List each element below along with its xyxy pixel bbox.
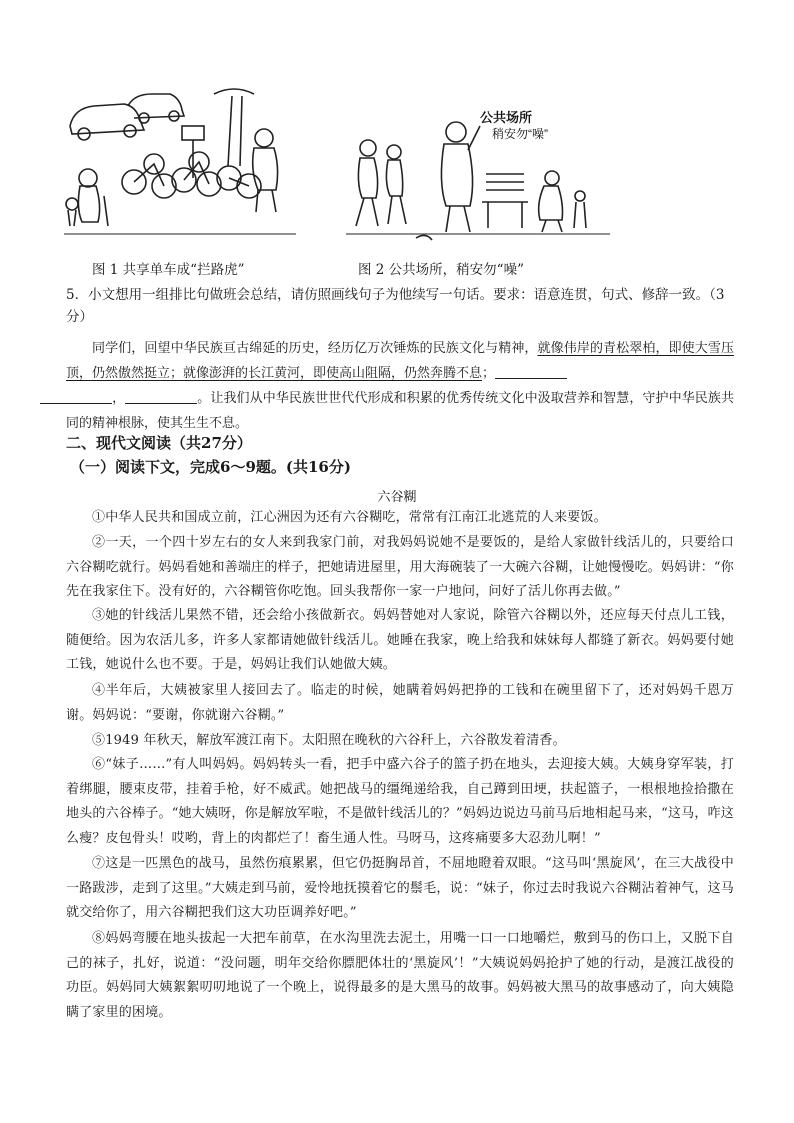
question-5-passage — [66, 336, 734, 436]
passage-comma: ， — [112, 391, 126, 406]
section-heading: 二、现代文阅读（共27分） — [66, 434, 252, 452]
paragraph-4: ④半年后，大姨被家里人接回去了。临走的时候，她瞒着妈妈把挣的工钱和在碗里留下了，还对妈妈千恩万谢。妈妈说：“要谢，你就谢六谷糊。” — [66, 683, 734, 723]
paragraph-3: ③她的针线活儿果然不错，还会给小孩做新衣。妈妈替她对人家说，除管六谷糊以外，还应每天付点儿工钱，随便给。因为农活儿多，许多人家都请她做针线活儿。她睡在我家，晚上给我和妹妹每人都缝了新衣。妈妈要付她工钱，她说什么也不要。于是，妈妈让我们认她做大姨。 — [66, 608, 734, 673]
sub-section-heading: （一）阅读下文，完成6～9题。(共16分) — [70, 458, 351, 476]
paragraph-2: ②一天，一个四十岁左右的女人来到我家门前，对我妈妈说她不是要饭的，是给人家做针线活儿的，只要给口六谷糊吃就行。妈妈看她和善端庄的样子，把她请进屋里，用大海碗装了一大碗六谷糊，让她慢慢吃。妈妈讲：“你先在我家住下。没有好的，六谷糊管你吃饱。回头我帮你一家一户地问，问好了活儿你再去做。” — [66, 535, 734, 600]
sign-line-2: 稍安勿“噪” — [492, 127, 548, 141]
figure-1-shared-bikes — [64, 86, 296, 244]
paragraph-5: ⑤1949 年秋天，解放军渡江南下。太阳照在晚秋的六谷秆上，六谷散发着清香。 — [92, 733, 566, 748]
answer-blank-1[interactable] — [495, 364, 567, 379]
question-5-prompt: 5．小文想用一组排比句做班会总结，请仿照画线句子为他续写一句话。要求：语意连贯，句式、修辞一致。（3分） — [66, 287, 725, 325]
paragraph-8: ⑧妈妈弯腰在地头拔起一大把车前草，在水沟里洗去泥土，用嘴一口一口地嚼烂，敷到马的伤口上，又脱下自己的袜子，扎好，说道：“没问题，明年交给你膘肥体壮的‘黑旋风’！”大姨说妈妈抢护了她的行动，是渡江战役的功臣。妈妈同大姨絮絮叨叨地说了一个晚上，说得最多的是大黑马的故事。妈妈被大黑马的故事感动了，向大姨隐瞒了家里的困境。 — [66, 931, 734, 1020]
underlined-model-sentence: 就像伟岸的青松翠柏，即使大雪压顶，仍然傲然挺立；就像澎湃的长江黄河，即使高山阻隔，仍然奔腾不息 — [66, 341, 734, 381]
paragraph-1: ①中华人民共和国成立前，江心洲因为还有六谷糊吃，常常有江南江北逃荒的人来要饭。 — [92, 510, 607, 525]
answer-blank-3[interactable] — [125, 389, 197, 404]
passage-tail: 。让我们从中华民族世世代代形成和积累的优秀传统文化中汲取营养和智慧，守护中华民族共同的精神根脉，使其生生不息。 — [66, 391, 734, 431]
public-place-illustration — [346, 86, 610, 244]
sign-line-1: 公共场所 — [480, 110, 533, 125]
figure-1-caption: 图 1 共享单车成“拦路虎” — [92, 262, 245, 278]
paragraph-7: ⑦这是一匹黑色的战马，虽然伤痕累累，但它仍挺胸昂首，不屈地瞪着双眼。“这马叫‘黑旋风’，在三大战役中一路跋涉，走到了这里。”大姨走到马前，爱怜地抚摸着它的鬃毛，说：“妹子，你过去时我说六谷糊沾着神气，这马就交给你了，用六谷糊把我们这大功臣调养好吧。” — [66, 856, 734, 921]
bike-blockade-illustration — [64, 86, 296, 244]
answer-blank-2[interactable] — [40, 389, 112, 404]
passage-lead: 同学们，回望中华民族亘古绵延的历史，经历亿万次锤炼的民族文化与精神， — [92, 341, 538, 356]
figure-2-caption: 图 2 公共场所，稍安勿“噪” — [358, 262, 524, 278]
question-5 — [66, 284, 734, 436]
paragraph-6: ⑥“妹子……”有人叫妈妈。妈妈转头一看，把手中盛六谷子的篮子扔在地头，去迎接大姨。大姨身穿军装，打着绑腿，腰束皮带，挂着手枪，好不威武。她把战马的缰绳递给我，自己蹲到田埂，扶起篮子，一根根地捡拾撒在地头的六谷棒子。“她大姨呀，你是解放军啦，不是做针线活儿的？”妈妈边说边马前马后地相起马来，“这马，咋这么瘦？皮包骨头！哎哟，背上的肉都烂了！畜生通人性。马呀马，这疼痛要多大忍劲儿啊！” — [66, 757, 734, 846]
figure-2-public-quiet — [346, 86, 610, 244]
passage-semicolon: ； — [482, 366, 496, 381]
story-title: 六谷糊 — [377, 490, 417, 505]
